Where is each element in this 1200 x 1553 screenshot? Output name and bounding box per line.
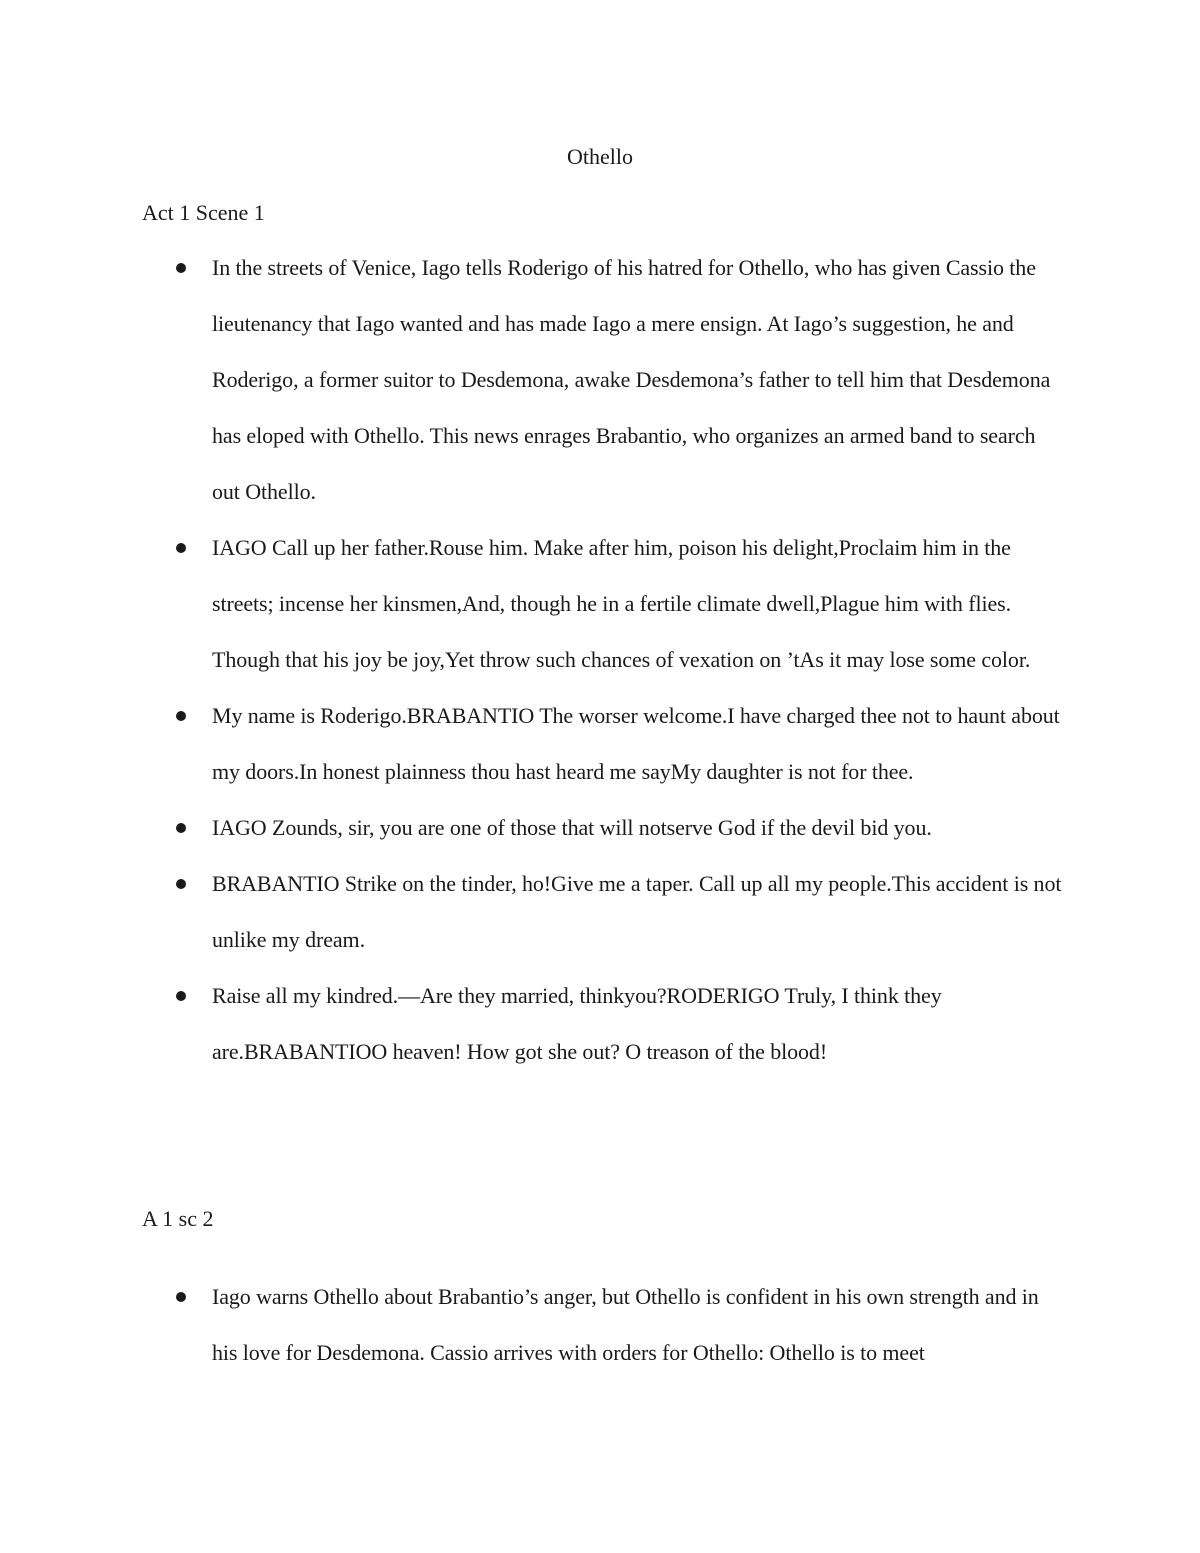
bullet-icon [176,991,186,1001]
list-item [0,520,1200,688]
bullet-list-act1-scene2 [0,1269,1200,1381]
list-item [0,1269,1200,1381]
bullet-icon [176,879,186,889]
list-item [0,240,1200,520]
bullet-list-act1-scene1 [0,240,1200,1080]
list-item-text: Iago warns Othello about Brabantio’s anger, but Othello is confident in his own strength and in his love for Desdemona. Cassio arrives with orders for Othello: Othello is to meet [212,1284,1039,1365]
list-item [0,968,1200,1080]
bullet-icon [176,823,186,833]
bullet-icon [176,543,186,553]
list-item [0,800,1200,856]
list-item-text: Raise all my kindred.—Are they married, thinkyou?RODERIGO Truly, I think they are.BRABANTIOO heaven! How got she out? O treason of the blood! [212,983,942,1064]
bullet-icon [176,711,186,721]
section-heading-act1-scene2: A 1 sc 2 [142,1206,214,1231]
document-title: Othello [567,144,633,169]
list-item [0,688,1200,800]
section-heading-act1-scene1: Act 1 Scene 1 [142,200,265,225]
list-item-text: IAGO Call up her father.Rouse him. Make after him, poison his delight,Proclaim him in the streets; incense her kinsmen,And, though he in a fertile climate dwell,Plague him with flies. Though that his joy be joy,Yet throw such chances of vexation on ’tAs it may lose some color. [212,535,1031,672]
bullet-icon [176,1292,186,1302]
list-item-text: IAGO Zounds, sir, you are one of those that will notserve God if the devil bid you. [212,815,932,840]
list-item-text: My name is Roderigo.BRABANTIO The worser welcome.I have charged thee not to haunt about my doors.In honest plainness thou hast heard me sayMy daughter is not for thee. [212,703,1060,784]
list-item [0,856,1200,968]
bullet-icon [176,263,186,273]
list-item-text: In the streets of Venice, Iago tells Roderigo of his hatred for Othello, who has given Cassio the lieutenancy that Iago wanted and has made Iago a mere ensign. At Iago’s suggestion, he and Roderigo, a former suitor to Desdemona, awake Desdemona’s father to tell him that Desdemona has eloped with Othello. This news enrages Brabantio, who organizes an armed band to search out Othello. [212,255,1051,504]
list-item-text: BRABANTIO Strike on the tinder, ho!Give me a taper. Call up all my people.This accident is not unlike my dream. [212,871,1062,952]
